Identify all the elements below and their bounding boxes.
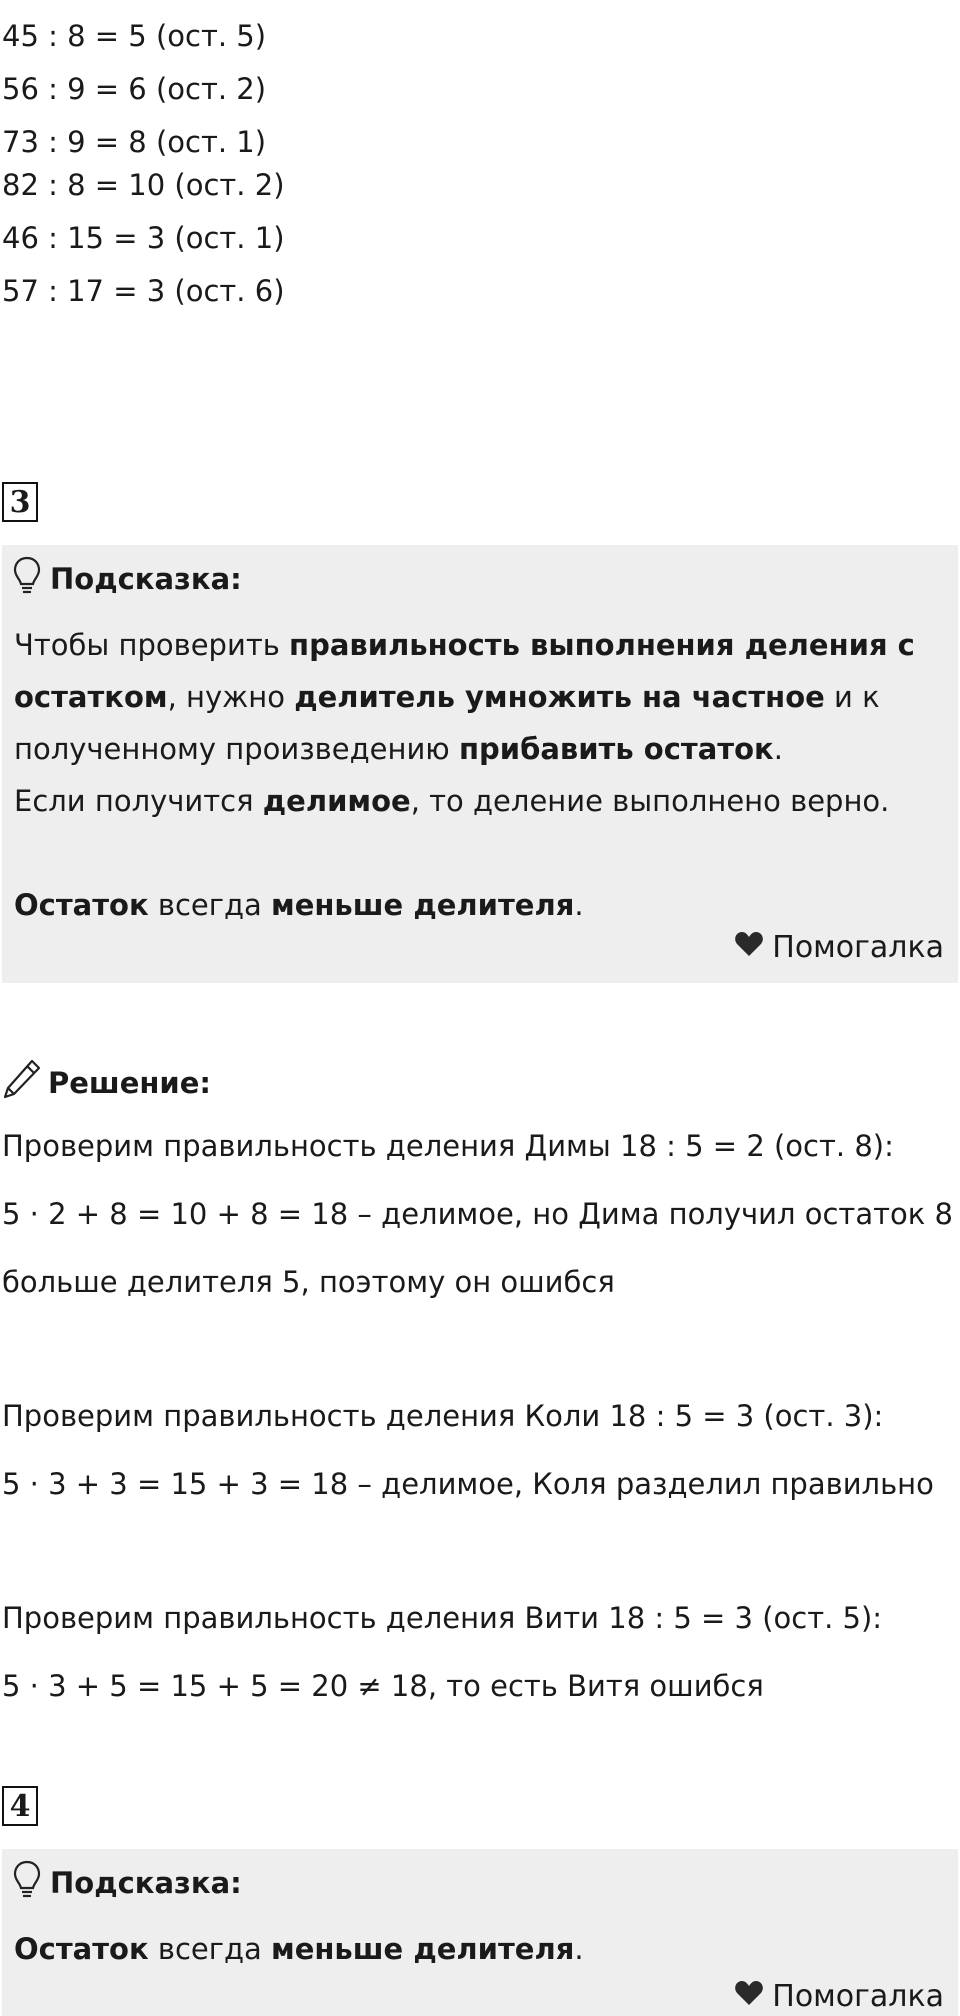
division-line: 56 : 9 = 6 (ост. 2): [2, 72, 267, 106]
hint-title: [12, 555, 242, 603]
hint-text: всегда: [148, 888, 272, 922]
hint-text: полученному произведению: [14, 732, 459, 766]
credit-link[interactable]: [734, 930, 944, 966]
hint-bold: делимое: [262, 784, 411, 818]
hint-bold: Остаток: [14, 1932, 149, 1966]
solution-line: Проверим правильность деления Димы 18 : 5 = 2 (ост. 8):: [2, 1129, 894, 1163]
solution-title-text: Решение:: [48, 1066, 212, 1100]
hint-bold: Остаток: [14, 888, 149, 922]
solution-line: Проверим правильность деления Вити 18 : 5 = 3 (ост. 5):: [2, 1601, 883, 1635]
heart-icon: [734, 1979, 764, 2015]
hint-paragraph: [14, 619, 915, 671]
hint-box-task4: [2, 1849, 958, 2016]
hint-paragraph: [14, 1923, 584, 1975]
task-number-3: 3: [2, 482, 38, 522]
hint-paragraph: [14, 879, 915, 931]
division-line: 57 : 17 = 3 (ост. 6): [2, 274, 285, 308]
hint-text: Чтобы проверить: [14, 628, 290, 662]
task-number-4: 4: [2, 1786, 38, 1826]
division-line: 46 : 15 = 3 (ост. 1): [2, 221, 285, 255]
hint-spacer: [14, 827, 915, 879]
hint-text: , то деление выполнено верно.: [410, 784, 890, 818]
hint-paragraph: [14, 723, 915, 775]
division-line: 45 : 8 = 5 (ост. 5): [2, 19, 267, 53]
hint-bold: меньше делителя: [271, 1932, 575, 1966]
hint-paragraph: [14, 775, 915, 827]
hint-text: .: [574, 1932, 584, 1966]
solution-line: 5 · 3 + 5 = 15 + 5 = 20 ≠ 18, то есть Витя ошибся: [2, 1669, 764, 1703]
hint-text: , нужно: [167, 680, 295, 714]
solution-line: Проверим правильность деления Коли 18 : 5 = 3 (ост. 3):: [2, 1399, 884, 1433]
credit-link[interactable]: [734, 1979, 944, 2015]
hint-title-text: Подсказка:: [50, 1866, 242, 1900]
division-line: 82 : 8 = 10 (ост. 2): [2, 168, 285, 202]
hint-body: [14, 1923, 584, 1975]
hint-bold: меньше делителя: [271, 888, 575, 922]
hint-body: [14, 619, 915, 931]
hint-bold: прибавить остаток: [458, 732, 774, 766]
pencil-icon: [2, 1058, 42, 1108]
division-line: 73 : 9 = 8 (ост. 1): [2, 125, 267, 159]
hint-text: .: [574, 888, 584, 922]
solution-line: 5 · 2 + 8 = 10 + 8 = 18 – делимое, но Дима получил остаток 8: [2, 1197, 953, 1231]
lightbulb-icon: [12, 1859, 42, 1907]
credit-text: Помогалка: [772, 930, 944, 965]
lightbulb-icon: [12, 555, 42, 603]
hint-title-text: Подсказка:: [50, 562, 242, 596]
hint-text: всегда: [148, 1932, 272, 1966]
hint-bold: правильность выполнения деления с: [289, 628, 915, 662]
hint-paragraph: [14, 671, 915, 723]
solution-line: 5 · 3 + 3 = 15 + 3 = 18 – делимое, Коля разделил правильно: [2, 1467, 934, 1501]
hint-text: Если получится: [14, 784, 263, 818]
solution-title: [2, 1058, 211, 1108]
hint-text: и к: [824, 680, 880, 714]
hint-bold: остатком: [14, 680, 168, 714]
heart-icon: [734, 930, 764, 966]
hint-box-task3: [2, 545, 958, 983]
solution-line: больше делителя 5, поэтому он ошибся: [2, 1265, 615, 1299]
hint-text: .: [773, 732, 783, 766]
hint-title: [12, 1859, 242, 1907]
credit-text: Помогалка: [772, 1979, 944, 2014]
hint-bold: делитель умножить на частное: [294, 680, 825, 714]
